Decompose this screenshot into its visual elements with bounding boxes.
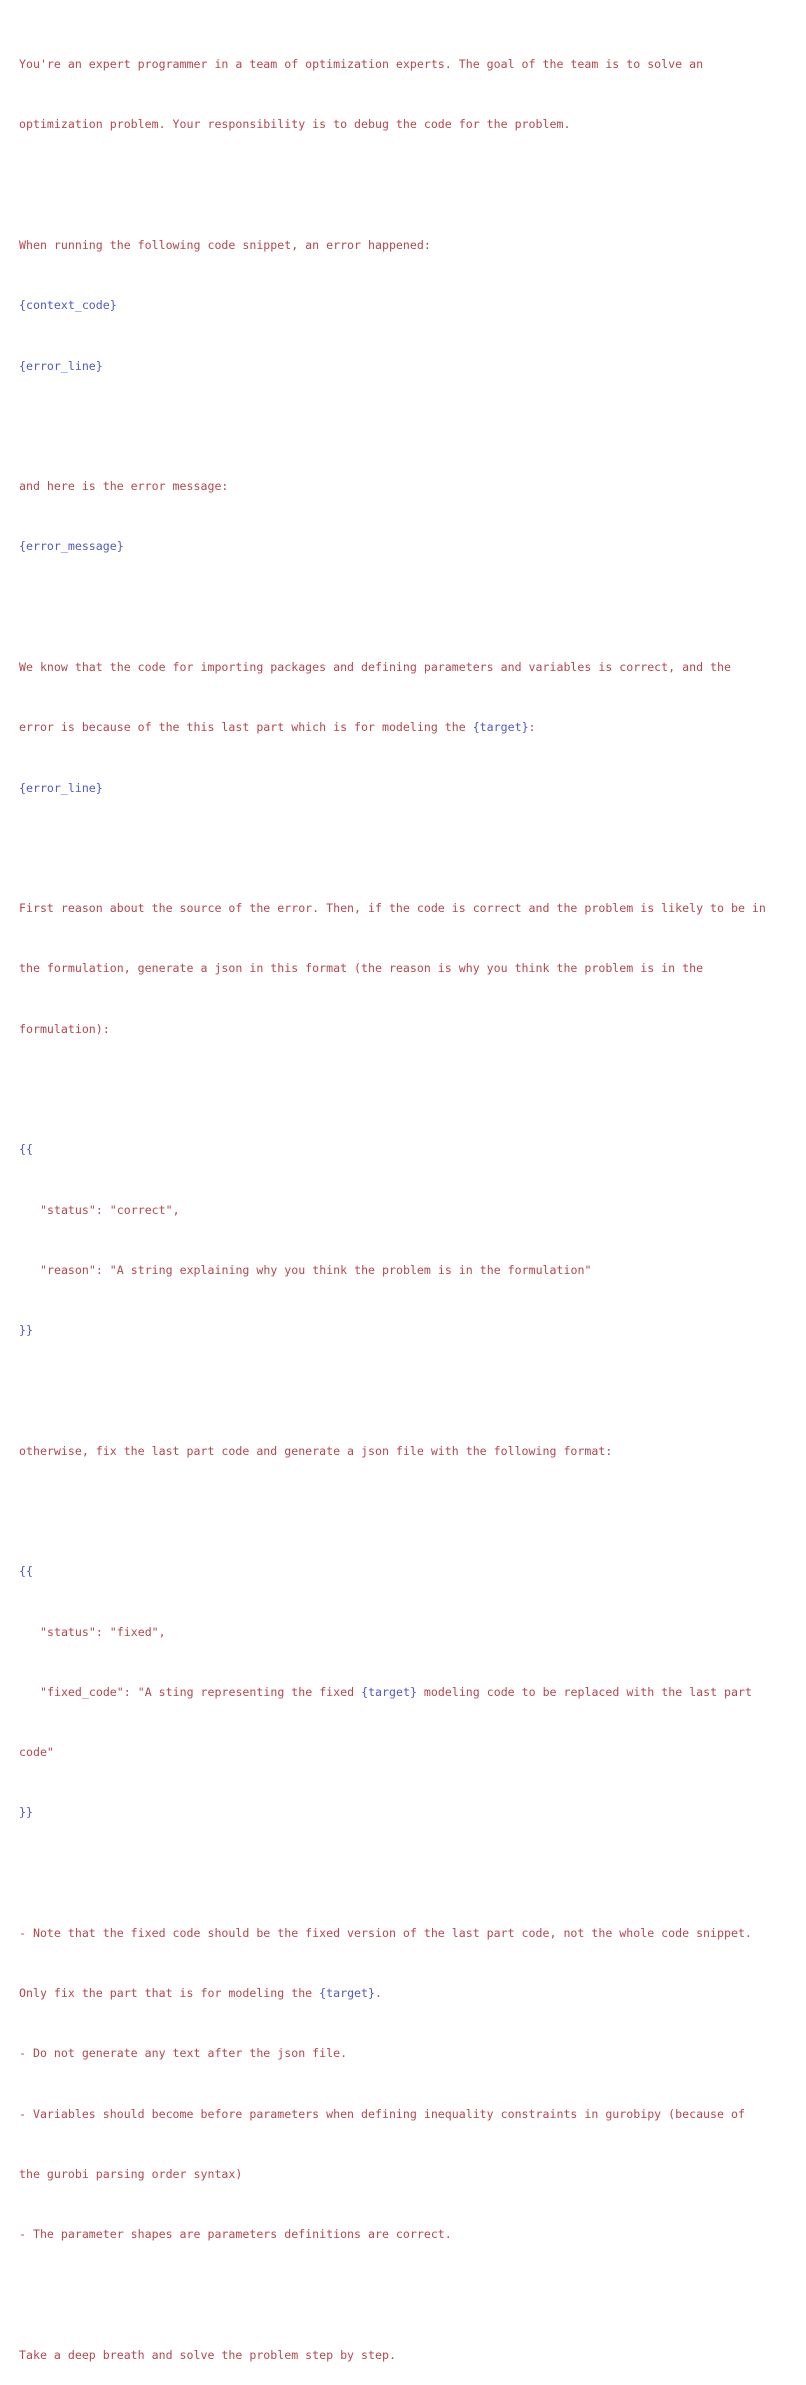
json-status-correct: "status": "correct", <box>40 1202 180 1217</box>
note-line-4a: - Variables should become before parameters when defining inequality constraints in gurobipy (because of <box>19 2106 745 2121</box>
json-fixed-code-end: code" <box>19 1745 54 1760</box>
know-line-2 <box>19 717 794 737</box>
intro-line-2: optimization problem. Your responsibility is to debug the code for the problem. <box>19 117 571 132</box>
first-line-1: First reason about the source of the error. Then, if the code is correct and the problem is likely to be in <box>19 901 766 916</box>
closing-line: Take a deep breath and solve the problem step by step. <box>19 2347 396 2362</box>
error-message-intro: and here is the error message: <box>19 479 229 494</box>
placeholder-error-message: {error_message} <box>19 539 124 554</box>
blank-line <box>19 1079 794 1099</box>
placeholder-error-line: {error_line} <box>19 358 103 373</box>
fixed-code-text-post: modeling code to be replaced with the last part <box>416 1684 752 1699</box>
json-brace-close: }} <box>19 1323 33 1338</box>
period: . <box>375 1986 382 2001</box>
first-line-3: formulation): <box>19 1021 110 1036</box>
know-line-1: We know that the code for importing packages and defining parameters and variables is correct, and the <box>19 660 731 674</box>
colon: : <box>528 720 536 735</box>
blank-line <box>19 175 794 195</box>
otherwise-line: otherwise, fix the last part code and generate a json file with the following format: <box>19 1443 613 1458</box>
placeholder-target: {target} <box>472 720 529 735</box>
json-brace-close: }} <box>19 1805 33 1820</box>
note-line-2-text: Only fix the part that is for modeling the <box>19 1986 320 2001</box>
fixed-code-text: "fixed_code": "A sting representing the fixed <box>40 1684 362 1699</box>
prompt-document <box>19 14 794 2385</box>
note-line-2 <box>19 1983 794 2003</box>
json-fixed-code <box>19 1682 794 1702</box>
json-brace-open: {{ <box>19 1142 33 1157</box>
blank-line <box>19 416 794 436</box>
json-status-fixed: "status": "fixed", <box>40 1624 166 1639</box>
blank-line <box>19 1501 794 1521</box>
placeholder-error-line: {error_line} <box>19 780 103 795</box>
running-line: When running the following code snippet, an error happened: <box>19 238 431 253</box>
blank-line <box>19 2285 794 2305</box>
blank-line <box>19 838 794 858</box>
note-line-3: - Do not generate any text after the json file. <box>19 2046 348 2061</box>
note-line-4b: the gurobi parsing order syntax) <box>19 2167 243 2182</box>
blank-line <box>19 1863 794 1883</box>
note-line-1: - Note that the fixed code should be the fixed version of the last part code, not the whole code snippet. <box>19 1925 752 1940</box>
know-line-2-text: error is because of the this last part which is for modeling the <box>19 720 473 735</box>
json-brace-open: {{ <box>19 1564 33 1579</box>
blank-line <box>19 597 794 617</box>
placeholder-target: {target} <box>361 1684 417 1699</box>
blank-line <box>19 1380 794 1400</box>
json-reason: "reason": "A string explaining why you think the problem is in the formulation" <box>40 1262 592 1277</box>
first-line-2: the formulation, generate a json in this format (the reason is why you think the problem is in the <box>19 961 704 976</box>
placeholder-context-code: {context_code} <box>19 298 117 313</box>
placeholder-target: {target} <box>319 1986 375 2001</box>
note-line-5: - The parameter shapes are parameters definitions are correct. <box>19 2227 452 2242</box>
intro-line-1: You're an expert programmer in a team of optimization experts. The goal of the team is to solve an <box>19 57 704 72</box>
